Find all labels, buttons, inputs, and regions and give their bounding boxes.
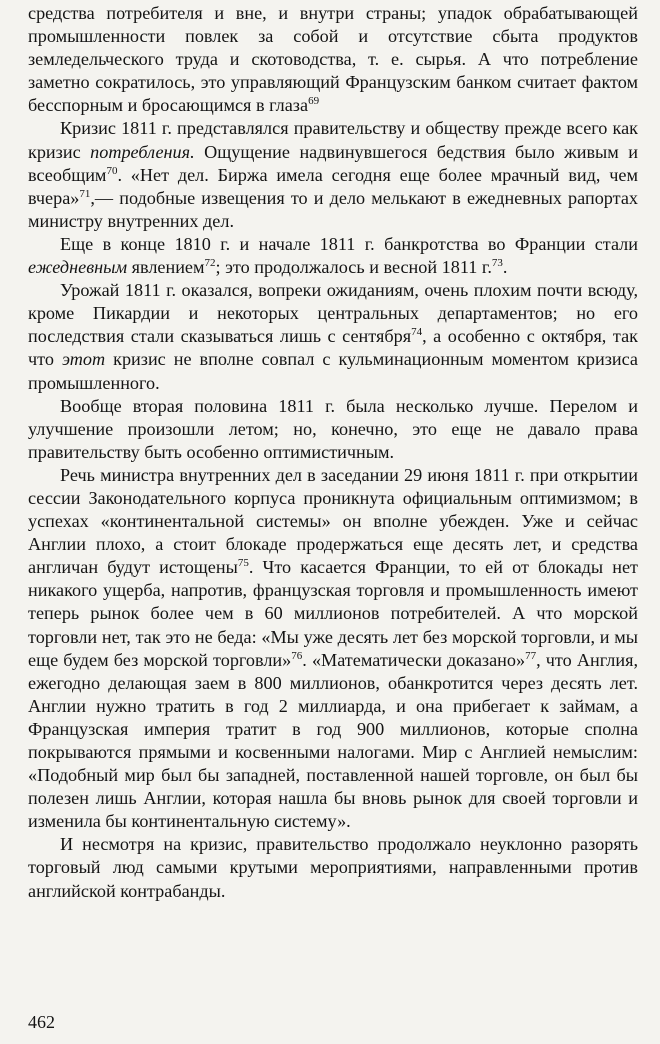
paragraph [28,233,638,279]
paragraph [28,464,638,834]
text-run: явлением [127,257,205,278]
footnote-ref: 75 [237,557,249,570]
paragraph [28,395,638,464]
text-run: Ощущение надвинувшегося бедствия было живым и всеобщим [28,141,638,185]
text-run: . «Нет дел. Биржа имела сегодня еще более мрачный вид, чем вчера» [28,164,638,208]
footnote-ref: 69 [308,95,320,108]
paragraph [28,279,638,394]
text-run: Еще в конце 1810 г. и начале 1811 г. банкротства во Франции стали [60,233,638,254]
footnote-ref: 74 [411,326,423,339]
footnote-ref: 70 [106,164,118,177]
footnote-ref: 76 [291,649,303,662]
text-run: , а особенно с октября, так что [28,326,638,370]
text-run: Речь министра внутренних дел в заседании 29 июня 1811 г. при открытии сессии Законодательного корпуса проникнута официальным оптимизмом; в успехах «континентальной системы» он вполне убежден. Уже и сейчас Англии плохо, а стоит блокаде продержаться еще десять лет, и средства англичан будут истощены [28,464,638,578]
emphasis-text: этот [61,349,106,370]
page-number: 462 [28,1012,55,1032]
paragraph [28,833,638,902]
body-text [28,2,638,903]
emphasis-text: потребления. [90,141,195,162]
text-run: Урожай 1811 г. оказался, вопреки ожиданиям, очень плохим почти всюду, кроме Пикардии и некоторых центральных департаментов; но его последствия стали сказываться лишь с сентября [28,280,638,347]
text-run: ; это продолжалось и весной 1811 г. [215,257,492,278]
text-run: кризис не вполне совпал с кульминационным моментом кризиса промышленного. [28,349,638,393]
text-run: . Что касается Франции, то ей от блокады нет никакого ущерба, напротив, французская торговля и промышленность имеют теперь рынок более чем в 60 миллионов потребителей. А что морской торговли нет, так это не беда: «Мы уже десять лет без морской торговли, и мы еще будем без морской торговли» [28,557,639,670]
emphasis-text: ежедневным [28,257,128,278]
paragraph [28,117,638,232]
text-run: . «Математически доказано» [302,649,526,670]
footnote-ref: 72 [204,257,216,270]
text-run: И несмотря на кризис, правительство продолжало неуклонно разорять торговый люд самыми крутыми мероприятиями, направленными против английской контрабанды. [28,834,638,901]
paragraph [28,2,638,117]
text-run: Кризис 1811 г. представлялся правительству и обществу прежде всего как кризис [28,118,638,162]
text-run: ,— подобные извещения то и дело мелькают в ежедневных рапортах министру внутренних дел. [28,187,638,231]
text-run: , что Англия, ежегодно делающая заем в 800 миллионов, обанкротится через десять лет. Англии нужно тратить в год 2 миллиарда, и она прибегает к займам, а Французская империя тратит в год 900 миллионов, которые сполна покрываются прямыми и косвенными налогами. Мир с Англией немыслим: «Подобный мир был бы западней, поставленной нашей торговле, он был бы полезен лишь Англии, которая нашла бы вновь рынок для своей торговли и изменила бы континентальную систему». [28,649,638,832]
text-run: средства потребителя и вне, и внутри страны; упадок обрабатывающей промышленности повлек за собой и отсутствие сбыта продуктов земледельческого труда и скотоводства, т. е. сырья. А что потребление заметно сократилось, это управляющий Французским банком считает фактом бесспорным и бросающимся в глаза [28,3,638,116]
text-run: Вообще вторая половина 1811 г. была несколько лучше. Перелом и улучшение произошли летом; но, конечно, это еще не давало права правительству быть особенно оптимистичным. [28,395,638,462]
footnote-ref: 77 [525,649,537,662]
footnote-ref: 71 [79,187,91,200]
text-run: . [502,257,508,278]
footnote-ref: 73 [491,257,503,270]
